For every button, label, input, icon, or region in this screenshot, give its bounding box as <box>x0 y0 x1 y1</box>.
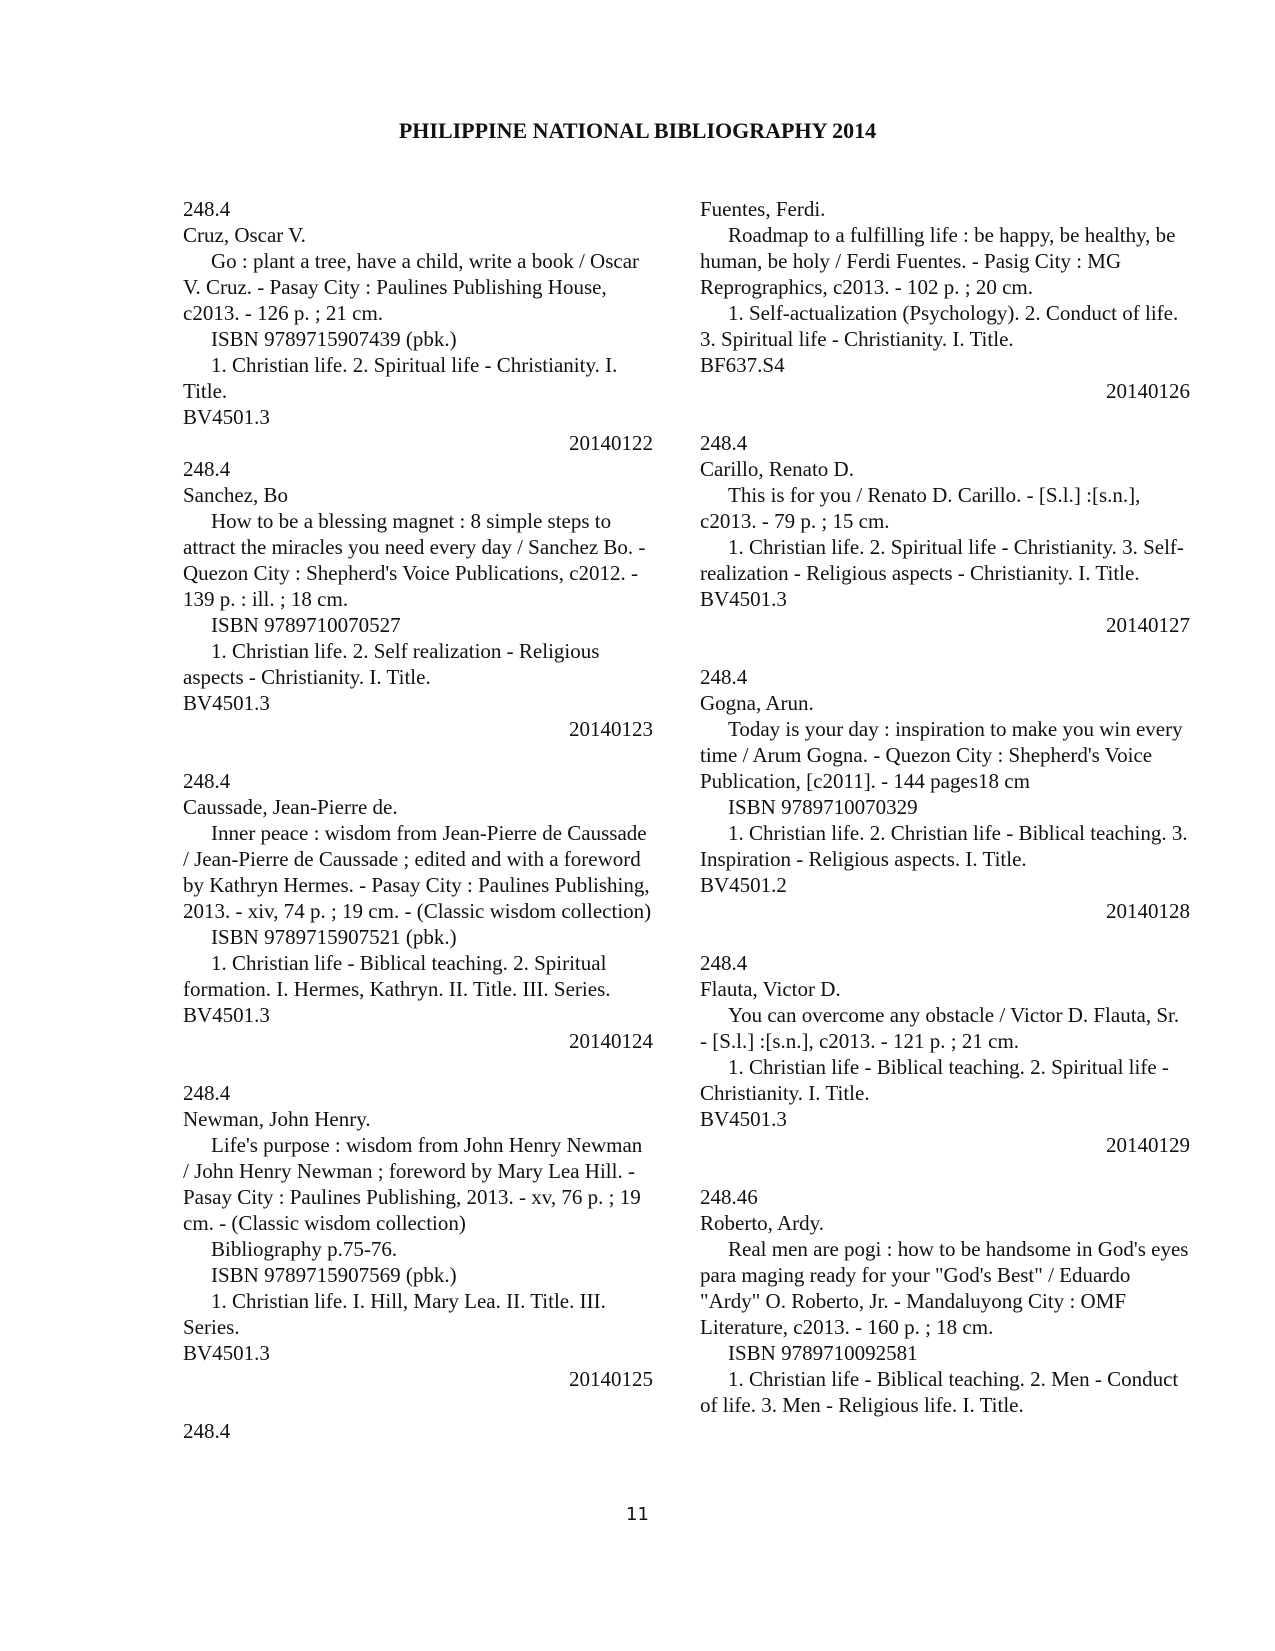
class-number: 248.4 <box>183 1419 231 1443</box>
entry-spacer <box>700 638 1190 664</box>
right-column <box>700 196 1190 1418</box>
bibliographic-entry <box>700 950 1190 1158</box>
accession-number: 20140126 <box>1106 379 1190 403</box>
subject-headings: 1. Christian life. 2. Self realization - Religious aspects - Christianity. I. Title. <box>183 639 600 689</box>
accession-number: 20140123 <box>569 717 653 741</box>
page-number: 11 <box>626 1504 649 1525</box>
title-statement: Roadmap to a fulfilling life : be happy, be healthy, be human, be holy / Ferdi Fuentes. - Pasig City : MG Reprographics, c2013. - 102 p. ; 20 cm. <box>700 223 1176 299</box>
title-statement: Real men are pogi : how to be handsome in God's eyes para maging ready for your "God's Best" / Eduardo "Ardy" O. Roberto, Jr. - Mandaluyong City : OMF Literature, c2013. - 160 p. ; 18 cm. <box>700 1237 1189 1339</box>
author: Gogna, Arun. <box>700 691 814 715</box>
subject-headings: 1. Christian life - Biblical teaching. 2. Spiritual formation. I. Hermes, Kathryn. II. Title. III. Series. <box>183 951 611 1001</box>
bibliographic-entry <box>183 456 653 742</box>
left-column <box>183 196 653 1444</box>
bibliographic-entry <box>183 768 653 1054</box>
call-number: BV4501.3 <box>183 1003 270 1027</box>
bibliographic-entry <box>183 1080 653 1392</box>
entry-spacer <box>183 1392 653 1418</box>
bibliographic-entry <box>700 1184 1190 1418</box>
title-statement: Life's purpose : wisdom from John Henry Newman / John Henry Newman ; foreword by Mary Lea Hill. - Pasay City : Paulines Publishing, 2013. - xv, 76 p. ; 19 cm. - (Classic wisdom collection) <box>183 1133 643 1235</box>
call-number: BV4501.3 <box>183 405 270 429</box>
subject-headings: 1. Christian life. 2. Spiritual life - Christianity. I. Title. <box>183 353 618 403</box>
isbn: ISBN 9789715907521 (pbk.) <box>211 925 457 949</box>
subject-headings: 1. Christian life. 2. Christian life - Biblical teaching. 3. Inspiration - Religious aspects. I. Title. <box>700 821 1188 871</box>
author: Caussade, Jean-Pierre de. <box>183 795 398 819</box>
bibliographic-entry <box>183 1418 653 1444</box>
author: Roberto, Ardy. <box>700 1211 825 1235</box>
class-number: 248.4 <box>700 665 748 689</box>
subject-headings: 1. Christian life. I. Hill, Mary Lea. II. Title. III. Series. <box>183 1289 606 1339</box>
call-number: BV4501.2 <box>700 873 787 897</box>
accession-number: 20140125 <box>569 1367 653 1391</box>
bibliographic-entry <box>700 430 1190 638</box>
title-statement: This is for you / Renato D. Carillo. - [S.l.] :[s.n.], c2013. - 79 p. ; 15 cm. <box>700 483 1141 533</box>
title-statement: Go : plant a tree, have a child, write a book / Oscar V. Cruz. - Pasay City : Paulines Publishing House, c2013. - 126 p. ; 21 cm. <box>183 249 640 325</box>
class-number: 248.4 <box>183 769 231 793</box>
call-number: BV4501.3 <box>183 1341 270 1365</box>
isbn: ISBN 9789715907439 (pbk.) <box>211 327 457 351</box>
call-number: BV4501.3 <box>700 1107 787 1131</box>
author: Cruz, Oscar V. <box>183 223 306 247</box>
author: Newman, John Henry. <box>183 1107 371 1131</box>
entry-spacer <box>700 1158 1190 1184</box>
class-number: 248.4 <box>183 197 231 221</box>
accession-number: 20140127 <box>1106 613 1190 637</box>
title-statement: You can overcome any obstacle / Victor D. Flauta, Sr. - [S.l.] :[s.n.], c2013. - 121 p. ; 21 cm. <box>700 1003 1180 1053</box>
bibliographic-entry <box>700 196 1190 404</box>
call-number: BV4501.3 <box>183 691 270 715</box>
class-number: 248.4 <box>700 431 748 455</box>
author: Flauta, Victor D. <box>700 977 841 1001</box>
accession-number: 20140124 <box>569 1029 653 1053</box>
class-number: 248.4 <box>183 457 231 481</box>
isbn: ISBN 9789710070329 <box>728 795 918 819</box>
isbn: ISBN 9789710070527 <box>211 613 401 637</box>
entry-spacer <box>183 1054 653 1080</box>
isbn: ISBN 9789710092581 <box>728 1341 918 1365</box>
title-statement: Today is your day : inspiration to make you win every time / Arum Gogna. - Quezon City : Shepherd's Voice Publication, [c2011]. - 144 pages18 cm <box>700 717 1183 793</box>
entry-spacer <box>700 404 1190 430</box>
accession-number: 20140129 <box>1106 1133 1190 1157</box>
accession-number: 20140128 <box>1106 899 1190 923</box>
subject-headings: 1. Christian life. 2. Spiritual life - Christianity. 3. Self-realization - Religious aspects - Christianity. I. Title. <box>700 535 1184 585</box>
subject-headings: 1. Self-actualization (Psychology). 2. Conduct of life. 3. Spiritual life - Christianity. I. Title. <box>700 301 1179 351</box>
class-number: 248.4 <box>183 1081 231 1105</box>
author: Sanchez, Bo <box>183 483 288 507</box>
bibliography-note: Bibliography p.75-76. <box>211 1237 398 1261</box>
author: Fuentes, Ferdi. <box>700 197 826 221</box>
bibliographic-entry <box>183 196 653 456</box>
subject-headings: 1. Christian life - Biblical teaching. 2. Men - Conduct of life. 3. Men - Religious life. I. Title. <box>700 1367 1179 1417</box>
title-statement: Inner peace : wisdom from Jean-Pierre de Caussade / Jean-Pierre de Caussade ; edited and with a foreword by Kathryn Hermes. - Pasay City : Paulines Publishing, 2013. - xiv, 74 p. ; 19 cm. - (Classic wisdom collection) <box>183 821 652 923</box>
call-number: BF637.S4 <box>700 353 785 377</box>
author: Carillo, Renato D. <box>700 457 854 481</box>
accession-number: 20140122 <box>569 431 653 455</box>
call-number: BV4501.3 <box>700 587 787 611</box>
title-statement: How to be a blessing magnet : 8 simple steps to attract the miracles you need every day / Sanchez Bo. - Quezon City : Shepherd's Voice Publications, c2012. - 139 p. : ill. ; 18 cm. <box>183 509 646 611</box>
class-number: 248.4 <box>700 951 748 975</box>
entry-spacer <box>700 924 1190 950</box>
bibliographic-entry <box>700 664 1190 924</box>
entry-spacer <box>183 742 653 768</box>
page-title: PHILIPPINE NATIONAL BIBLIOGRAPHY 2014 <box>398 118 877 143</box>
subject-headings: 1. Christian life - Biblical teaching. 2. Spiritual life - Christianity. I. Title. <box>700 1055 1169 1105</box>
class-number: 248.46 <box>700 1185 758 1209</box>
isbn: ISBN 9789715907569 (pbk.) <box>211 1263 457 1287</box>
